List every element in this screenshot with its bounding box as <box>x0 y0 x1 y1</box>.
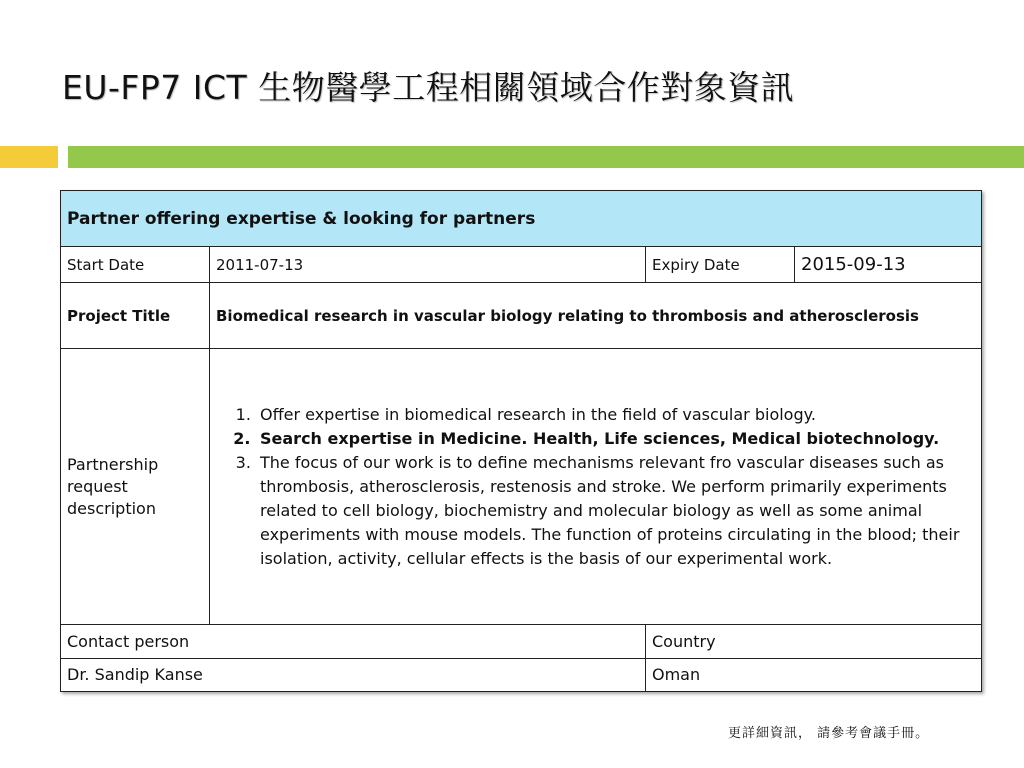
expiry-date-value: 2015-09-13 <box>795 247 982 283</box>
country-value: Oman <box>646 659 982 692</box>
start-date-value: 2011-07-13 <box>210 247 646 283</box>
partner-info-table <box>60 190 982 692</box>
description-item: 3. The focus of our work is to define mechanisms relevant fro vascular diseases such as thrombosis, atherosclerosis, restenosis and stroke. We perform primarily experiments related to cell biology, biochemistry and molecular biology as well as some animal experiments with mouse models. The function of proteins circulating in the blood; their isolation, activity, cellular effects is the basis of our experimental work. <box>256 451 975 571</box>
contact-label: Contact person <box>61 625 646 659</box>
footnote: 更詳細資訊， 請參考會議手冊。 <box>728 726 930 741</box>
description-label: Partnership request description <box>61 349 210 625</box>
start-date-label: Start Date <box>61 247 210 283</box>
contact-value-row <box>61 659 982 692</box>
page-title: EU-FP7 ICT 生物醫學工程相關領域合作對象資訊 <box>62 68 795 107</box>
project-title-label: Project Title <box>61 283 210 349</box>
project-title-value: Biomedical research in vascular biology relating to thrombosis and atherosclerosis <box>210 283 982 349</box>
country-label: Country <box>646 625 982 659</box>
description-row <box>61 349 982 625</box>
expiry-date-label: Expiry Date <box>646 247 795 283</box>
contact-value: Dr. Sandip Kanse <box>61 659 646 692</box>
description-item: 2. Search expertise in Medicine. Health, Life sciences, Medical biotechnology. <box>256 427 975 451</box>
project-title-row <box>61 283 982 349</box>
dates-row <box>61 247 982 283</box>
accent-bar-green <box>68 146 1024 168</box>
description-cell <box>210 349 982 625</box>
description-list <box>216 403 975 571</box>
table-header: Partner offering expertise & looking for partners <box>61 191 982 247</box>
accent-bar-yellow <box>0 146 58 168</box>
description-item: 1. Offer expertise in biomedical research in the field of vascular biology. <box>256 403 975 427</box>
table-header-row <box>61 191 982 247</box>
contact-header-row <box>61 625 982 659</box>
